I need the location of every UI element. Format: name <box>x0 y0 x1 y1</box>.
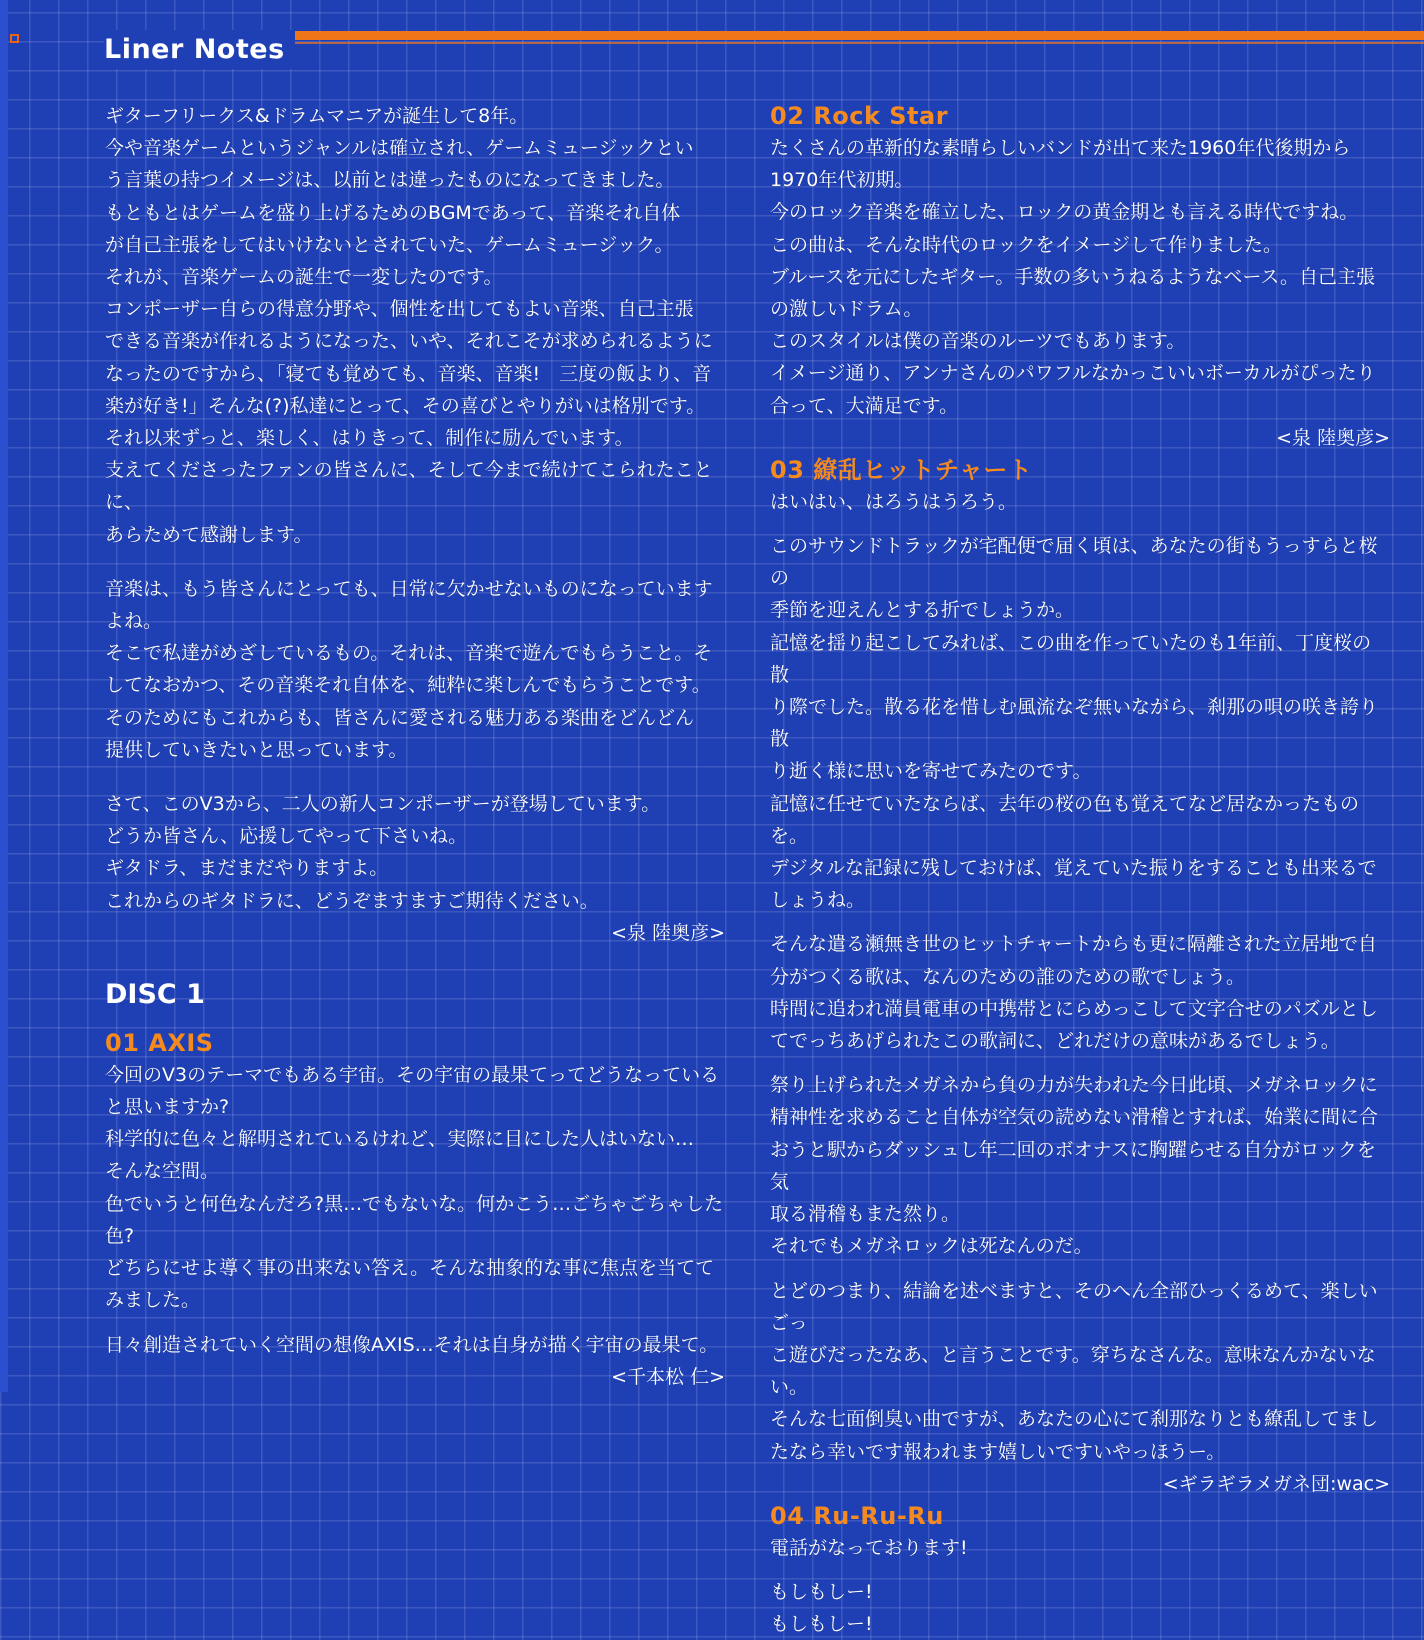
intro-paragraph-1: ギターフリークス&ドラムマニアが誕生して8年。 今や音楽ゲームというジャンルは確立され、ゲームミュージックとい う言葉の持つイメージは、以前とは違ったものになってきました。 もともとはゲームを盛り上げるためのBGMであって、音楽それ自体 が自己主張をしてはいけないとされていた、ゲームミュージック。 それが、音楽ゲームの誕生で一変したのです。 コンポーザー自らの得意分野や、個性を出してもよい音楽、自己主張 できる音楽が作れるようになった、いや、それこそが求められるように なったのですから、「寝ても覚めても、音楽、音楽! 三度の飯より、音 楽が好き!」そんな(?)私達にとって、その喜びとやりがいは格別です。 それ以来ずっと、楽しく、はりきって、制作に励んでいます。 支えてくださったファンの皆さんに、そして今まで続けてこられたことに、 あらためて感謝します。 <box>105 105 713 546</box>
right-column <box>770 100 1390 1640</box>
track-03-section <box>770 454 1390 1500</box>
track-02-section <box>770 100 1390 454</box>
intro-paragraph-2: 音楽は、もう皆さんにとっても、日常に欠かせないものになっています よね。 そこで私達がめざしているもの。それは、音楽で遊んでもらうこと。そ してなおかつ、その音楽それ自体を、純粋に楽しんでもらうことです。 そのためにもこれからも、皆さんに愛される魅力ある楽曲をどんどん 提供していきたいと思っています。 <box>105 577 713 761</box>
track-01-signature: <千本松 仁> <box>611 1365 725 1388</box>
header-rule <box>104 31 1424 40</box>
booklet-spine <box>0 0 8 1392</box>
track-03-paragraph-1: はいはい、はろうはうろう。 <box>770 490 1018 513</box>
left-column <box>105 100 725 1393</box>
track-02-paragraph-1: たくさんの革新的な素晴らしいバンドが出て来た1960年代後期から 1970年代初期。 今のロック音楽を確立した、ロックの黄金期とも言える時代ですね。 この曲は、そんな時代のロックをイメージして作りました。 ブルースを元にしたギター。手数の多いうねるようなベース。自己主張 の激しいドラム。 このスタイルは僕の音楽のルーツでもあります。 イメージ通り、アンナさんのパワフルなかっこいいボーカルがぴったり 合って、大満足です。 <box>770 137 1376 417</box>
track-03-paragraph-4: 祭り上げられたメガネから負の力が失われた今日此頃、メガネロックに 精神性を求めること自体が空気の読めない滑稽とすれば、始業に間に合 おうと駅からダッシュし年二回のボオナスに胸躍らせる自分がロックを気 取る滑稽もまた然り。 それでもメガネロックは死なんのだ。 <box>770 1074 1379 1258</box>
spine-marker <box>10 34 19 43</box>
track-04-paragraph-1: 電話がなっております! <box>770 1536 968 1559</box>
track-02-title: 02 Rock Star <box>770 102 949 130</box>
intro-signature: <泉 陸奥彦> <box>611 921 725 944</box>
track-03-title: 03 繚乱ヒットチャート <box>770 455 1033 484</box>
track-01-section <box>105 1027 725 1393</box>
track-04-title: 04 Ru-Ru-Ru <box>770 1501 944 1530</box>
track-04-paragraph-2: もしもしー! もしもしー! <box>770 1580 873 1636</box>
track-03-paragraph-2: このサウンドトラックが宅配便で届く頃は、あなたの街もうっすらと桜の 季節を迎えんとする折でしょうか。 記憶を揺り起こしてみれば、この曲を作っていたのも1年前、丁度桜の散 り際でした。散る花を惜しむ風流なぞ無いながら、刹那の唄の咲き誇り散 り逝く様に思いを寄せてみたのです。 記憶に任せていたならば、去年の桜の色も覚えてなど居なかったものを。 デジタルな記録に残しておけば、覚えていた振りをすることも出来るで しょうね。 <box>770 535 1379 912</box>
track-02-signature: <泉 陸奥彦> <box>1276 426 1390 449</box>
intro-section <box>105 100 725 949</box>
page-title: Liner Notes <box>104 30 295 69</box>
intro-paragraph-3: さて、このV3から、二人の新人コンポーザーが登場しています。 どうか皆さん、応援してやって下さいね。 ギタドラ、まだまだやりますよ。 これからのギタドラに、どうぞますますご期待ください。 <box>105 793 661 912</box>
header-rule-thin <box>104 42 1424 44</box>
track-04-section <box>770 1500 1390 1640</box>
track-03-signature: <ギラギラメガネ団:wac> <box>1162 1472 1390 1495</box>
track-01-title: 01 AXIS <box>105 1028 214 1057</box>
track-03-paragraph-3: そんな遣る瀬無き世のヒットチャートからも更に隔離された立居地で自 分がつくる歌は、なんのための誰のための歌でしょう。 時間に追われ満員電車の中携帯とにらめっこして文字合せのパズルとし てでっちあげられたこの歌詞に、どれだけの意味があるでしょう。 <box>770 933 1378 1053</box>
track-01-paragraph-2: 日々創造されていく空間の想像AXIS…それは自身が描く宇宙の最果て。 <box>105 1333 719 1356</box>
disc-label: DISC 1 <box>105 978 205 1010</box>
track-03-paragraph-5: とどのつまり、結論を述べますと、そのへん全部ひっくるめて、楽しいごっ こ遊びだったなあ、と言うことです。穿ちなさんな。意味なんかないない。 そんな七面倒臭い曲ですが、あなたの心にて刹那なりとも繚乱してまし たなら幸いです報われます嬉しいですいやっほうー。 <box>770 1279 1379 1463</box>
track-01-paragraph-1: 今回のV3のテーマでもある宇宙。その宇宙の最果てってどうなっている と思いますか? 科学的に色々と解明されているけれど、実際に目にした人はいない… そんな空間。 色でいうと何色なんだろ?黒…でもないな。何かこう…ごちゃごちゃした色? どちらにせよ導く事の出来ない答え。そんな抽象的な事に焦点を当てて みました。 <box>105 1063 724 1312</box>
